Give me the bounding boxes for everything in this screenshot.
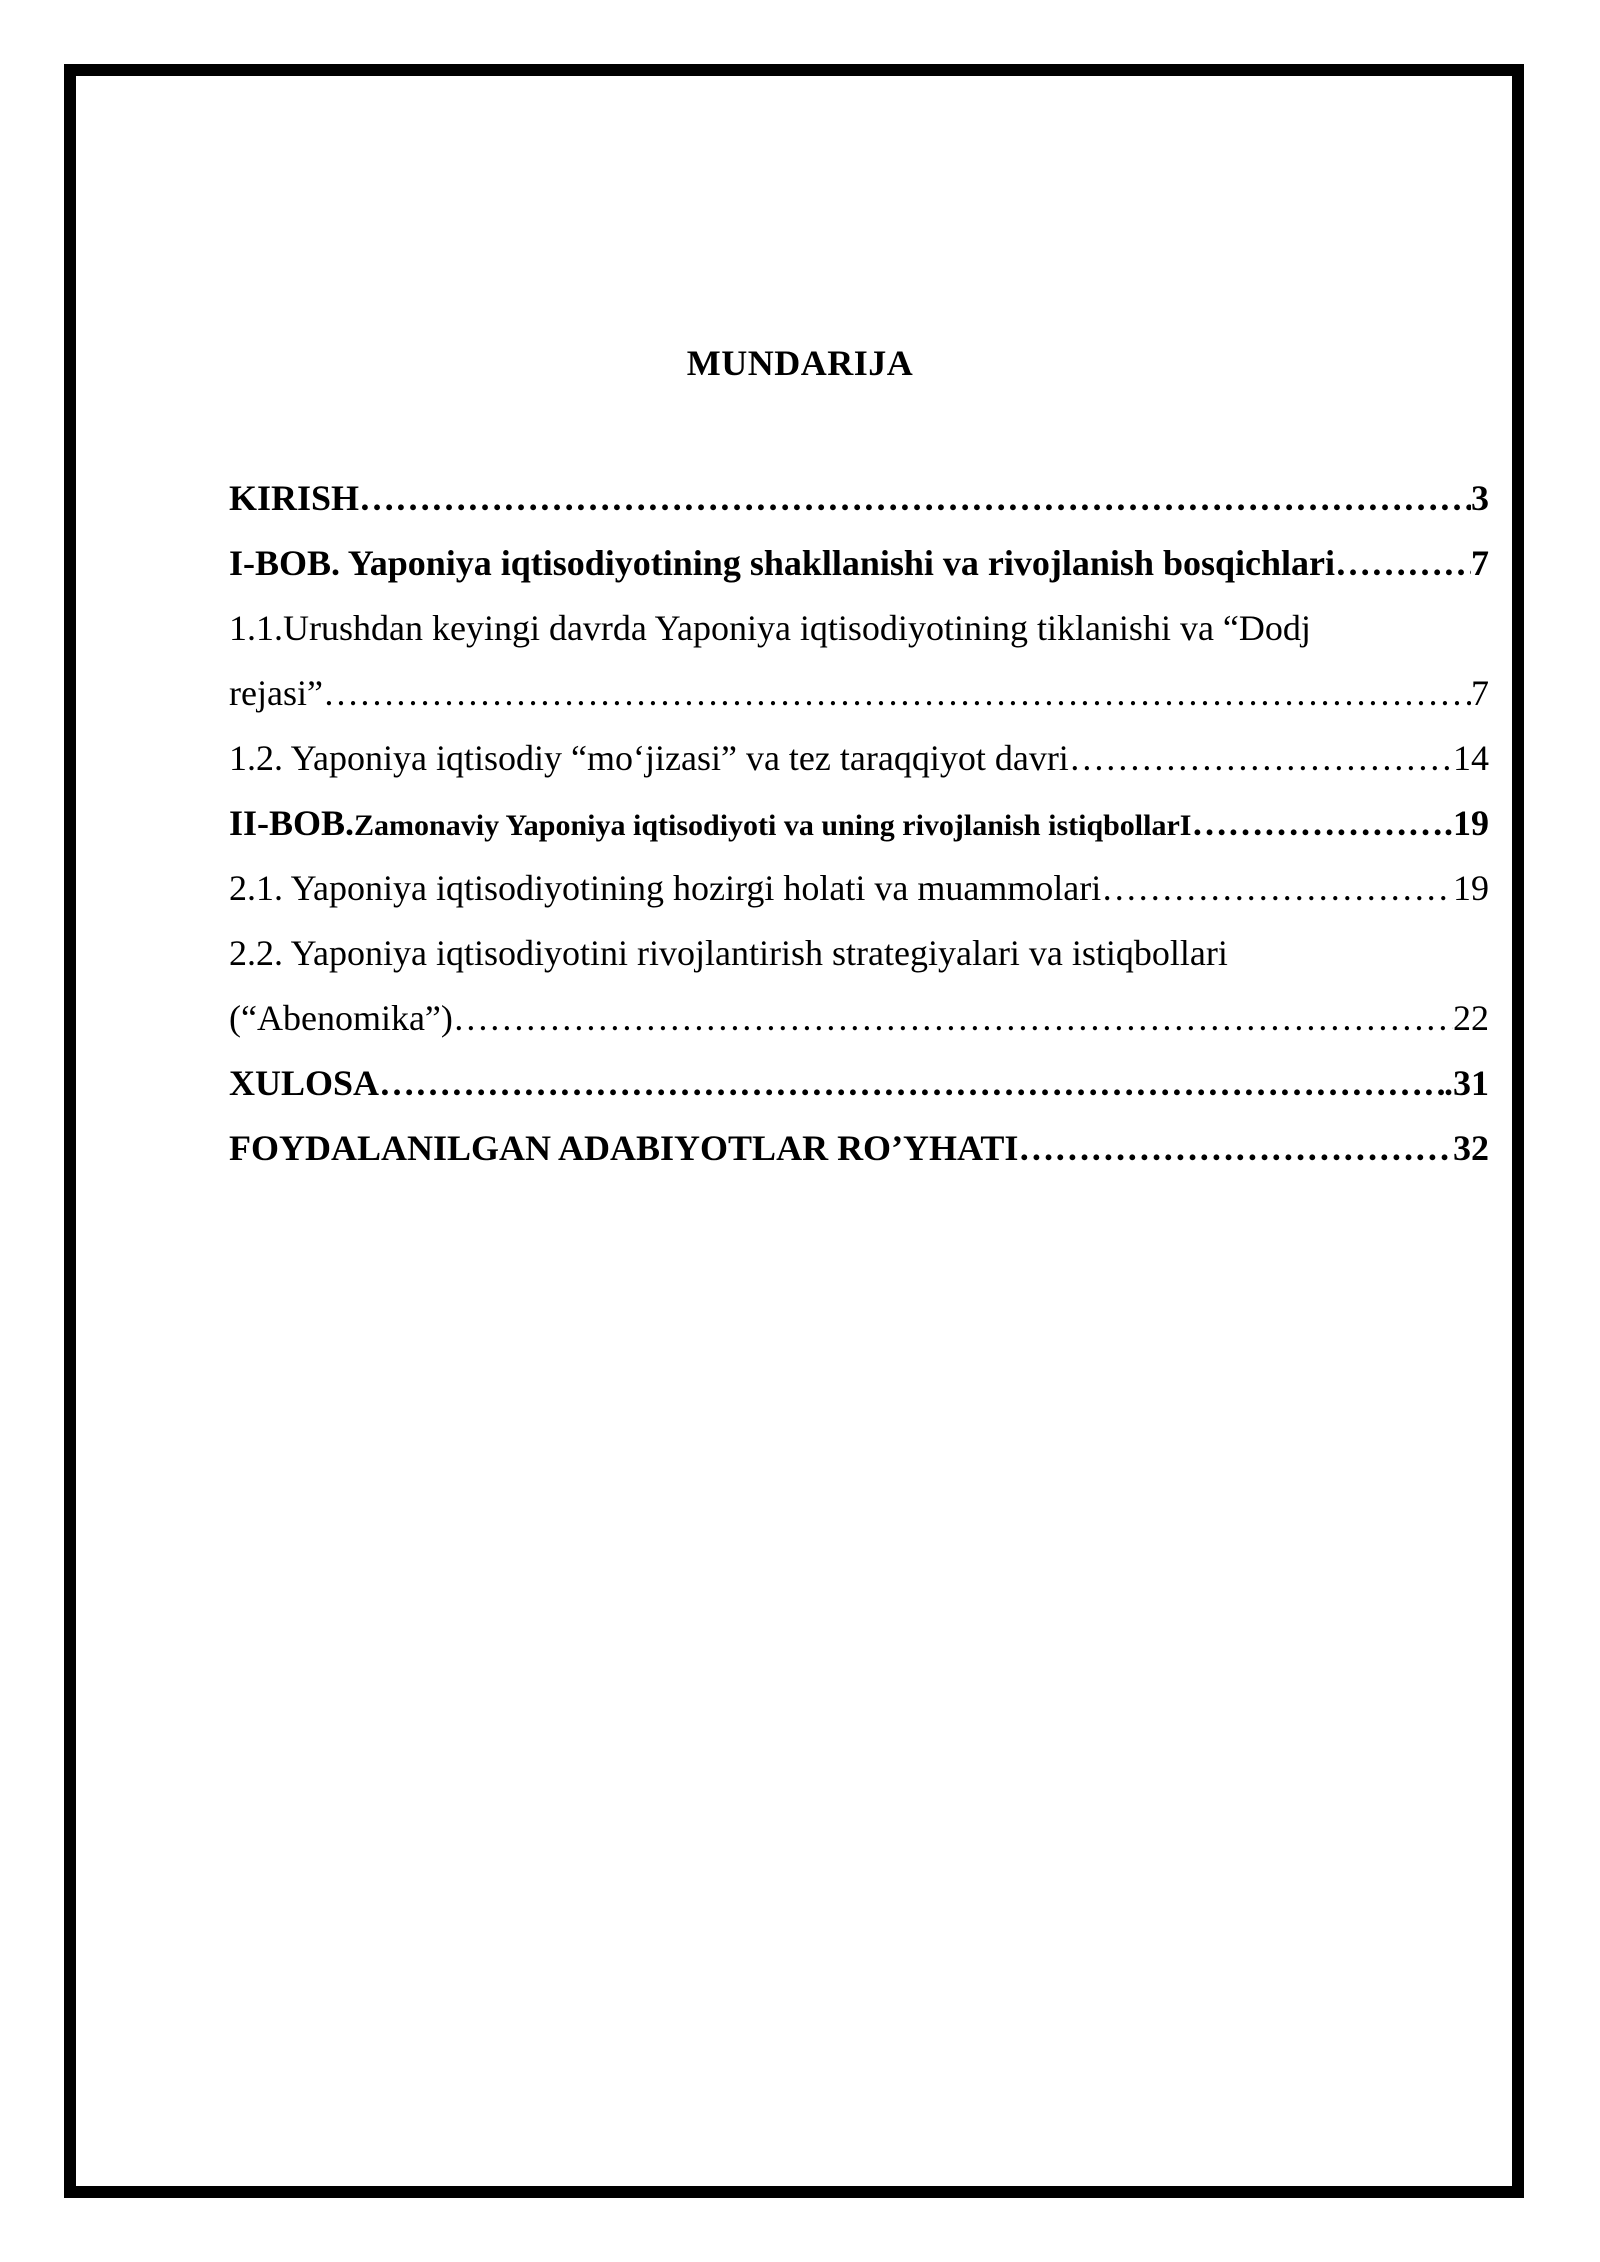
toc-entry-1-1-line1[interactable]: 1.1.Urushdan keyingi davrda Yaponiya iqtisodiyotining tiklanishi va “Dodj xyxy=(229,608,1311,648)
toc-page-number: 19 xyxy=(1453,868,1489,908)
toc-entry-xulosa[interactable] xyxy=(229,1051,1489,1116)
toc-entry-label: XULOSA xyxy=(229,1063,380,1103)
toc-entry-1-2[interactable] xyxy=(229,726,1489,791)
toc-entry-bob1[interactable] xyxy=(229,531,1489,596)
toc-page-number: 7 xyxy=(1471,673,1489,713)
toc-page-number: 7 xyxy=(1471,543,1489,583)
toc-leader-dots xyxy=(323,661,1471,726)
toc-entry-label: 1.2. Yaponiya iqtisodiy “mo‘jizasi” va tez taraqqiyot davri xyxy=(229,738,1069,778)
table-of-contents xyxy=(229,466,1489,1181)
toc-page-number: .19 xyxy=(1444,803,1489,843)
toc-leader-dots xyxy=(1018,1116,1453,1181)
toc-entry-label: 2.1. Yaponiya iqtisodiyotining hozirgi holati va muammolari xyxy=(229,868,1102,908)
toc-page-number: .31 xyxy=(1444,1063,1489,1103)
toc-leader-dots xyxy=(1335,531,1471,596)
toc-entry-2-2-line1[interactable]: 2.2. Yaponiya iqtisodiyotini rivojlantirish strategiyalari va istiqbollari xyxy=(229,933,1228,973)
toc-page-number: 3 xyxy=(1471,478,1489,518)
toc-leader-dots xyxy=(1191,791,1444,856)
toc-leader-dots xyxy=(1101,856,1453,921)
toc-leader-dots xyxy=(379,1051,1444,1116)
toc-entry-kirish[interactable] xyxy=(229,466,1489,531)
toc-leader-dots xyxy=(453,986,1453,1051)
toc-entry-1-1-line2[interactable] xyxy=(229,661,1489,726)
toc-entry-2-2-line2[interactable] xyxy=(229,986,1489,1051)
toc-entry-label: KIRISH xyxy=(229,478,360,518)
toc-entry-adabiyotlar[interactable] xyxy=(229,1116,1489,1181)
toc-page-number: 32 xyxy=(1453,1128,1489,1168)
toc-leader-dots xyxy=(1069,726,1453,791)
page-title: MUNDARIJA xyxy=(686,343,914,383)
toc-page-number: 14 xyxy=(1453,738,1489,778)
toc-page-number: 22 xyxy=(1453,998,1489,1038)
toc-entry-label: I-BOB. Yaponiya iqtisodiyotining shakllanishi va rivojlanish bosqichlari xyxy=(229,543,1335,583)
toc-entry-label: (“Abenomika”) xyxy=(229,998,453,1038)
toc-entry-2-1[interactable] xyxy=(229,856,1489,921)
toc-leader-dots xyxy=(359,466,1471,531)
toc-entry-bob2[interactable] xyxy=(229,791,1489,856)
toc-entry-label: Zamonaviy Yaponiya iqtisodiyoti va uning rivojlanish istiqbollarI xyxy=(354,809,1192,842)
toc-entry-label-prefix: II-BOB. xyxy=(229,803,355,843)
toc-entry-label: FOYDALANILGAN ADABIYOTLAR RO’YHATI xyxy=(229,1128,1019,1168)
toc-entry-label: rejasi” xyxy=(229,673,323,713)
